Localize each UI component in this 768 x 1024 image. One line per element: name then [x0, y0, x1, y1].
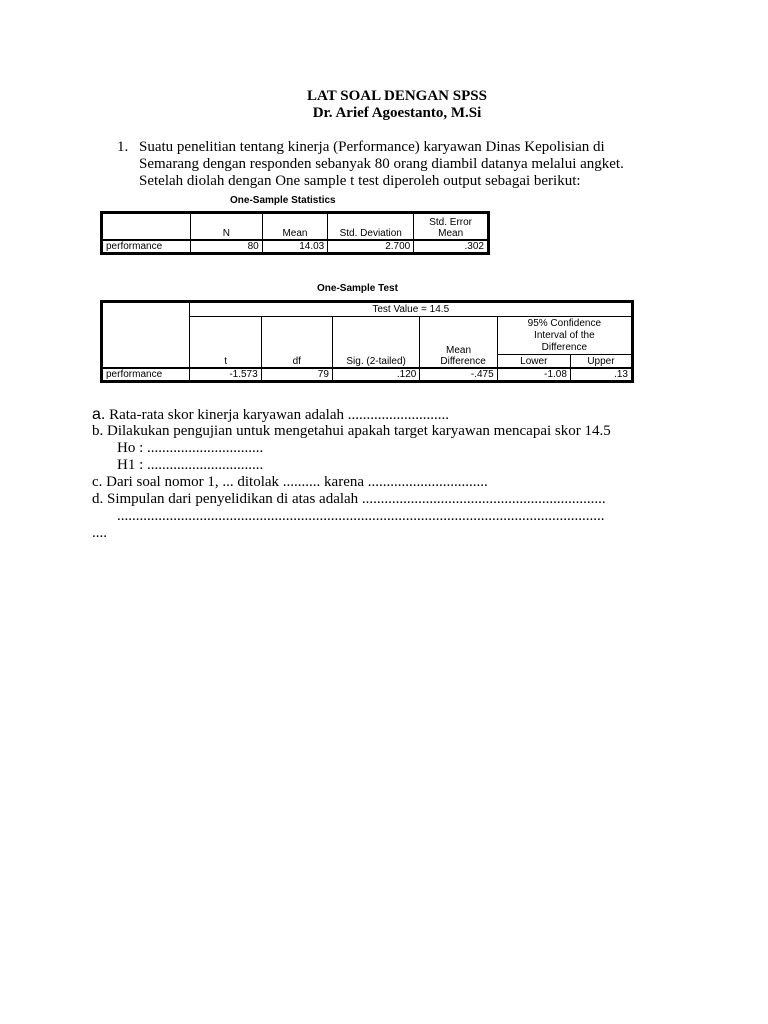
stats-row-label: performance	[103, 240, 191, 253]
test-value-header: Test Value = 14.5	[190, 303, 632, 317]
answer-h1: H1 : ...............................	[117, 457, 264, 473]
document-title: LAT SOAL DENGAN SPSS	[307, 88, 487, 104]
stats-corner-cell	[103, 214, 191, 240]
answer-c: c. Dari soal nomor 1, ... ditolak .......... karena ................................	[92, 474, 488, 490]
test-header-t: t	[190, 317, 261, 368]
test-header-mean-difference: Mean Difference	[420, 317, 497, 368]
answer-d-end: ....	[92, 525, 107, 541]
stats-header-std-error-mean	[414, 214, 488, 240]
stats-std-deviation-value: 2.700	[328, 240, 414, 253]
answer-a-letter: a.	[92, 406, 106, 423]
answer-b: b. Dilakukan pengujian untuk mengetahui apakah target karyawan mencapai skor 14.5	[92, 423, 611, 439]
question-line-2: Semarang dengan responden sebanyak 80 orang diambil datanya melalui angket.	[139, 156, 624, 172]
stats-table	[102, 213, 488, 253]
test-row-label: performance	[103, 368, 190, 381]
test-corner-cell	[103, 303, 190, 368]
test-table-caption: One-Sample Test	[317, 283, 398, 294]
answer-d: d. Simpulan dari penyelidikan di atas adalah .................................................................	[92, 491, 606, 507]
stats-header-std-error: Std. Error	[429, 216, 473, 228]
test-header-sig: Sig. (2-tailed)	[332, 317, 419, 368]
stats-data-row	[103, 240, 488, 253]
test-t-value: -1.573	[190, 368, 261, 381]
question-line-3: Setelah diolah dengan One sample t test diperoleh output sebagai berikut:	[139, 173, 581, 189]
answer-d-continuation: ..................................................................................................................................	[117, 508, 605, 524]
test-header-df: df	[261, 317, 332, 368]
stats-table-caption: One-Sample Statistics	[230, 195, 336, 206]
test-value-row	[103, 303, 632, 317]
stats-n-value: 80	[191, 240, 263, 253]
stats-header-std-deviation: Std. Deviation	[328, 214, 414, 240]
test-header-lower: Lower	[497, 355, 570, 368]
stats-header-row	[103, 214, 488, 240]
stats-std-error-value: .302	[414, 240, 488, 253]
test-table	[102, 302, 632, 381]
test-sig-value: .120	[332, 368, 419, 381]
question-number: 1.	[117, 139, 129, 155]
test-mean-difference-value: -.475	[420, 368, 497, 381]
question-line-1: Suatu penelitian tentang kinerja (Performance) karyawan Dinas Kepolisian di	[139, 139, 605, 155]
test-data-row	[103, 368, 632, 381]
test-ci-header: 95% Confidence Interval of the Difference	[497, 317, 631, 355]
test-upper-value: .13	[570, 368, 631, 381]
stats-header-mean: Mean	[262, 214, 328, 240]
stats-header-std-error-mean-line: Mean	[438, 227, 464, 239]
answer-ho: Ho : ...............................	[117, 440, 264, 456]
answer-a	[92, 406, 449, 424]
document-author: Dr. Arief Agoestanto, M.Si	[312, 105, 482, 121]
test-df-value: 79	[261, 368, 332, 381]
test-header-upper: Upper	[570, 355, 631, 368]
test-lower-value: -1.08	[497, 368, 570, 381]
answer-a-text: Rata-rata skor kinerja karyawan adalah ...........................	[109, 407, 449, 423]
stats-mean-value: 14.03	[262, 240, 328, 253]
stats-header-n: N	[191, 214, 263, 240]
